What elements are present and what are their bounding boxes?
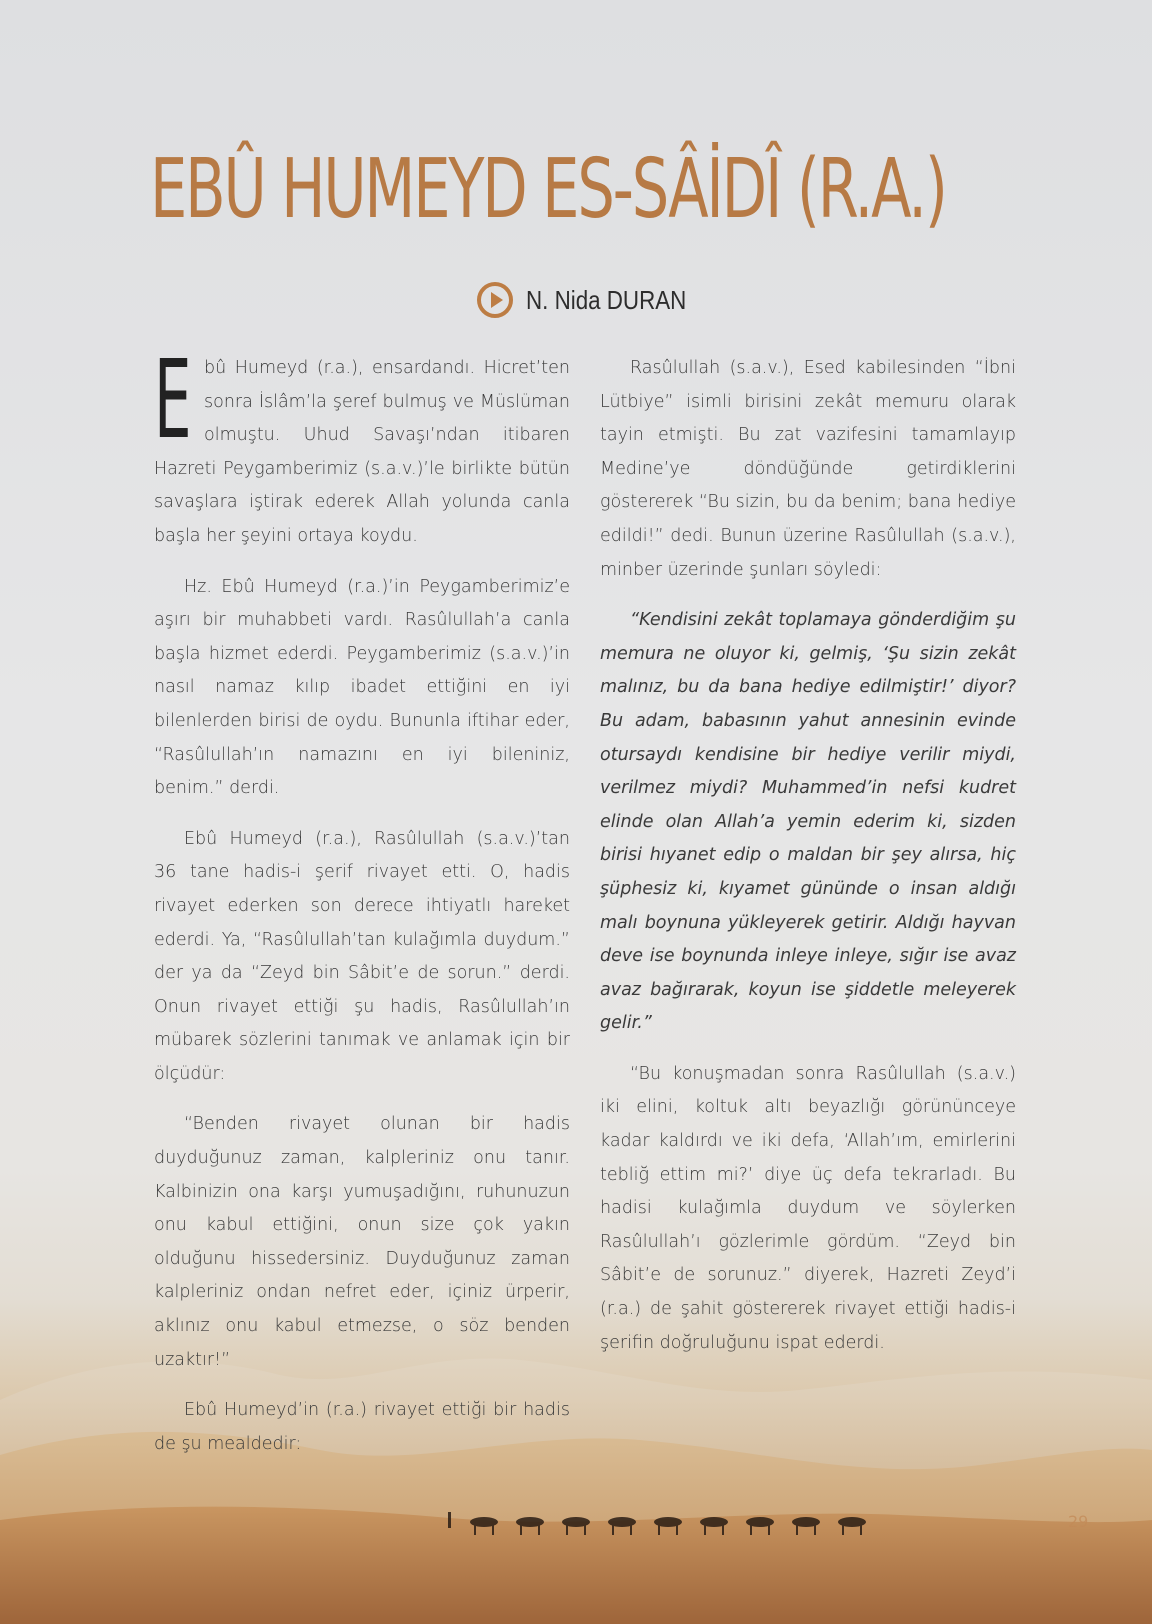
article-column-right [600,352,1016,1377]
article-column-left [154,338,570,1478]
paragraph: Ebû Humeyd (r.a.), ensardandı. Hicret’ten sonra İslâm’la şeref bulmuş ve Müslüman olmuştu. Uhud Savaşı’ndan itibaren Hazreti Peygamberimiz (s.a.v.)’le birlikte bütün savaşlara iştirak ederek Allah yolunda canla başla her şeyini ortaya koydu. [154,338,570,546]
paragraph: Ebû Humeyd’in (r.a.) rivayet ettiği bir hadis de şu mealdedir: [154,1400,570,1454]
drop-cap: E [154,338,192,463]
paragraph: Rasûlullah (s.a.v.), Esed kabilesinden “İbni Lütbiye” isimli birisini zekât memuru olarak tayin etmişti. Bu zat vazifesini tamamlayıp Medine’ye döndüğünde getirdiklerini göstererek “Bu sizin, bu da benim; bana hediye edildi!” dedi. Bunun üzerine Rasûlullah (s.a.v.), minber üzerinde şunları söyledi: [600,358,1016,580]
paragraph: “Bu konuşmadan sonra Rasûlullah (s.a.v.) iki elini, koltuk altı beyazlığı görününceye kadar kaldırdı ve iki defa, ‘Allah’ım, emirlerini tebliğ ettim mi?’ diye üç defa tekrarladı. Bu hadisi kulağımla duydum ve söylerken Rasûlullah’ı gözlerimle gördüm. “Zeyd bin Sâbit’e de sorunuz.” diyerek, Hazreti Zeyd’i (r.a.) de şahit göstererek rivayet ettiği hadis-i şerifin doğruluğunu ispat ederdi. [600,1063,1016,1353]
author-name: N. Nida DURAN [526,284,687,315]
paragraph: Hz. Ebû Humeyd (r.a.)’in Peygamberimiz’e aşırı bir muhabbeti vardı. Rasûlullah’a canla başla hizmet ederdi. Peygamberimiz (s.a.v.)’in nasıl namaz kılıp ibadet ettiğini en iyi bilenlerden birisi de oydu. Bununla iftihar eder, “Rasûlullah’ın namazını en iyi bileniniz, benim.” derdi. [154,576,570,799]
paragraph: Ebû Humeyd (r.a.), Rasûlullah (s.a.v.)’tan 36 tane hadis-i şerif rivayet etti. O, hadis rivayet ederken son derece ihtiyatlı hareket ederdi. Ya, “Rasûlullah’tan kulağımla duydum.” der ya da “Zeyd bin Sâbit’e de sorun.” derdi. Onun rivayet ettiği şu hadis, Rasûlullah’ın mübarek sözlerini tanımak ve anlamak için bir ölçüdür: [154,828,570,1084]
author-byline [476,278,712,322]
hadith-quote: “Kendisini zekât toplamaya gönderdiğim şu memura ne oluyor ki, gelmiş, ‘Şu sizin zekât malınız, bu da bana hediye edilmiştir!’ diyor? Bu adam, babasının yahut annesinin evinde otursaydı kendisine bir hediye verilir miydi, verilmez miydi? Muhammed’in nefsi kudret elinde olan Allah’a yemin ederim ki, sizden birisi hıyanet edip o maldan bir şey alırsa, hiç şüphesiz ki, kıyamet gününde o insan aldığı malı boynuna yükleyerek getirir. Aldığı hayvan deve ise boynunda inleye inleye, sığır ise avaz avaz bağırarak, koyun ise şiddetle meleyerek gelir.” [600,610,1016,1034]
play-circle-icon [476,281,514,319]
article-title: EBÛ HUMEYD ES-SÂİDÎ (R.A.) [150,142,946,237]
page-number: 29 [1068,1512,1089,1531]
paragraph: “Benden rivayet olunan bir hadis duyduğunuz zaman, kalpleriniz onu tanır. Kalbinizin ona karşı yumuşadığını, ruhunuzun onu kabul ettiğini, onun size çok yakın olduğunu hissedersiniz. Duyduğunuz zaman kalpleriniz ondan nefret eder, içiniz ürperir, aklınız onu kabul etmezse, o söz benden uzaktır!” [154,1114,570,1370]
